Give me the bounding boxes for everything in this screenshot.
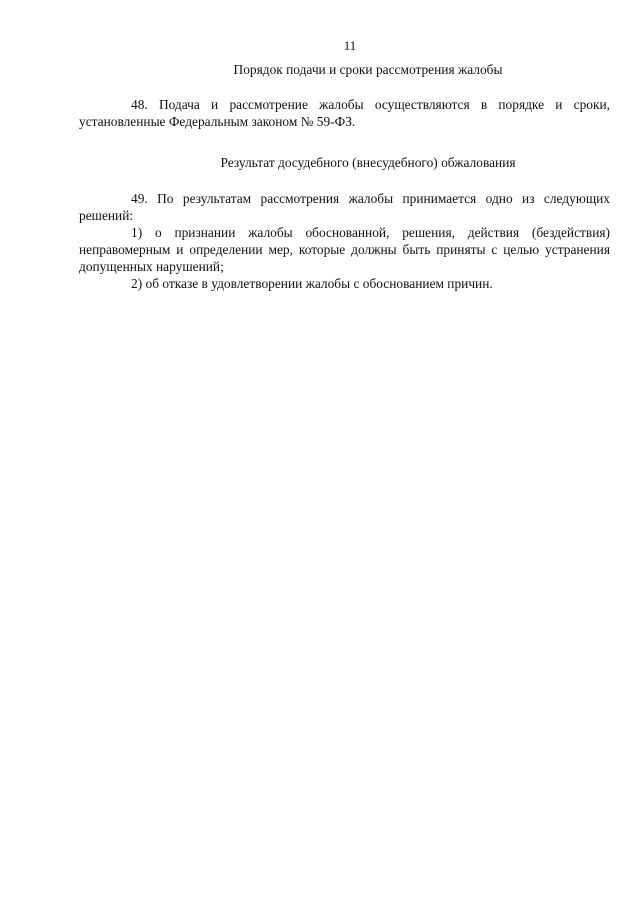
paragraph-49-item-1: 1) о признании жалобы обоснованной, решения, действия (бездействия) неправомерным и определении мер, которые должны быть приняты с целью устранения допущенных нарушений; bbox=[79, 225, 610, 274]
section-heading-complaint-procedure: Порядок подачи и сроки рассмотрения жалобы bbox=[233, 62, 503, 77]
page-number: 11 bbox=[343, 38, 357, 53]
paragraph-49-item-2: 2) об отказе в удовлетворении жалобы с обоснованием причин. bbox=[131, 276, 493, 291]
document-content bbox=[79, 58, 610, 292]
section-heading-appeal-result: Результат досудебного (внесудебного) обжалования bbox=[220, 155, 516, 170]
paragraph-49: 49. По результатам рассмотрения жалобы принимается одно из следующих решений: bbox=[79, 191, 610, 223]
paragraph-48: 48. Подача и рассмотрение жалобы осуществляются в порядке и сроки, установленные Федеральным законом № 59-ФЗ. bbox=[79, 97, 610, 129]
